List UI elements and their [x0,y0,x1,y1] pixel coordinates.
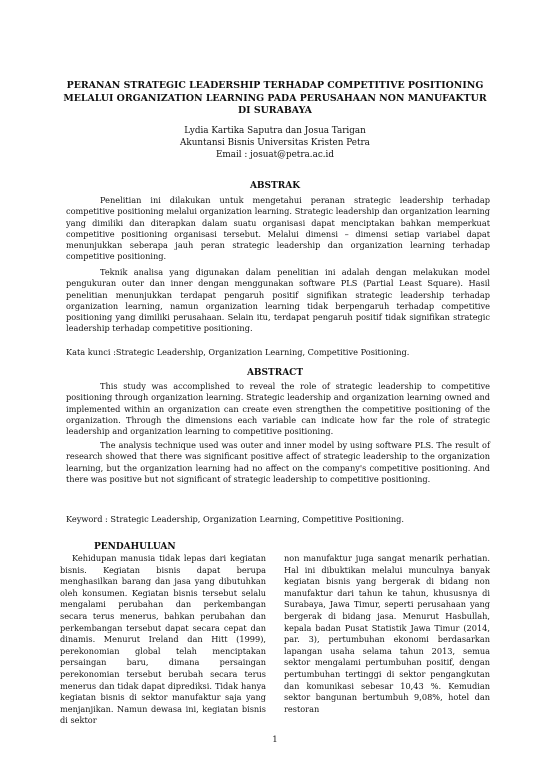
abstract-paragraph-1 [66,381,490,437]
abstrak-p2-text: Teknik analisa yang digunakan dalam penelitian ini adalah dengan melakukan model pengukuran outer dan inner dengan menggunakan software PLS (Partial Least Square). Hasil penelitian menunjukkan terdapat pengaruh positif signifikan strategic leadership terhadap organization learning, namun organization learning tidak berpengaruh terhadap competitive positioning yang dimiliki perusahaan. Selain itu, terdapat pengaruh positif tidak signifikan strategic leadership terhadap competitive positioning. [66,267,490,334]
page-number: 1 [272,735,278,745]
intro-left-text: Kehidupan manusia tidak lepas dari kegiatan bisnis. Kegiatan bisnis dapat berupa menghasilkan barang dan jasa yang dibutuhkan oleh konsumen. Kegiatan bisnis tersebut selalu mengalami perubahan dan perkembangan secara terus menerus, bahkan perubahan dan perkembangan tersebut dapat secara cepat dan dinamis. Menurut Ireland dan Hitt (1999), perekonomian global telah menciptakan persaingan baru, dimana persaingan perekonomian tersebut berubah secara terus menerus dan tidak dapat diprediksi. Tidak hanya kegiatan bisnis di sektor manufaktur saja yang menjanjikan. Namun dewasa ini, kegiatan bisnis di sektor [60,553,266,726]
abstract-p1-text: This study was accomplished to reveal the role of strategic leadership to competitive positioning through organization learning. Strategic leadership and organization learning owned and implemented within an organization can create even strengthen the competitive positioning of the organization. Through the dimensions each variable can indicate how far the role of strategic leadership and organization learning to competitive positioning. [66,381,490,437]
intro-left-column [60,553,266,727]
author-affiliation: Akuntansi Bisnis Universitas Kristen Petra [180,138,370,149]
author-email: Email : josuat@petra.ac.id [215,150,334,161]
abstrak-paragraph-2 [66,267,490,335]
intro-right-column [284,553,490,715]
abstrak-p1-text: Penelitian ini dilakukan untuk mengetahui peranan strategic leadership terhadap competitive positioning melalui organization learning. Strategic leadership dan organization learning yang dimiliki dan diterapkan dalam suatu organisasi dapat menciptakan bahkan memperkuat competitive positioning organisasi tersebut. Melalui dimensi – dimensi setiap variabel dapat menunjukkan seberapa jauh peran strategic leadership dan organization learning terhadap competitive positioning. [66,195,490,262]
abstrak-keywords: Kata kunci :Strategic Leadership, Organization Learning, Competitive Positioning. [66,347,410,357]
abstrak-paragraph-1 [66,195,490,263]
intro-right-text: non manufaktur juga sangat menarik perhatian. Hal ini dibuktikan melalui munculnya banyak kegiatan bisnis yang bergerak di bidang non manufaktur dari tahun ke tahun, khususnya di Surabaya, Jawa Timur, seperti perusahaan yang bergerak di bidang jasa. Menurut Hasbullah, kepala badan Pusat Statistik Jawa Timur (2014, par. 3), pertumbuhan ekonomi berdasarkan lapangan usaha selama tahun 2013, semua sektor mengalami pertumbuhan positif, dengan pertumbuhan tertinggi di sektor pengangkutan dan komunikasi sebesar 10,43 %. Kemudian sektor bangunan bertumbuh 9,08%, hotel dan restoran [284,553,490,714]
abstract-keywords: Keyword : Strategic Leadership, Organization Learning, Competitive Positioning. [66,514,404,524]
abstract-p2-text: The analysis technique used was outer and inner model by using software PLS. The result of research showed that there was significant positive affect of strategic leadership to the organization learning, but the organization learning had no affect on the company's competitive positioning. And there was positive but not significant of strategic leadership to competitive positioning. [66,440,490,484]
section-heading-pendahuluan: PENDAHULUAN [94,542,176,552]
paper-title: PERANAN STRATEGIC LEADERSHIP TERHADAP COMPETITIVE POSITIONING MELALUI ORGANIZATION LEARNING PADA PERUSAHAAN NON MANUFAKTUR DI SURABAYA [63,80,487,116]
abstrak-heading: ABSTRAK [249,181,301,191]
abstract-heading: ABSTRACT [246,368,304,378]
abstract-paragraph-2 [66,440,490,485]
author-names: Lydia Kartika Saputra dan Josua Tarigan [184,126,366,136]
author-block [60,125,490,162]
